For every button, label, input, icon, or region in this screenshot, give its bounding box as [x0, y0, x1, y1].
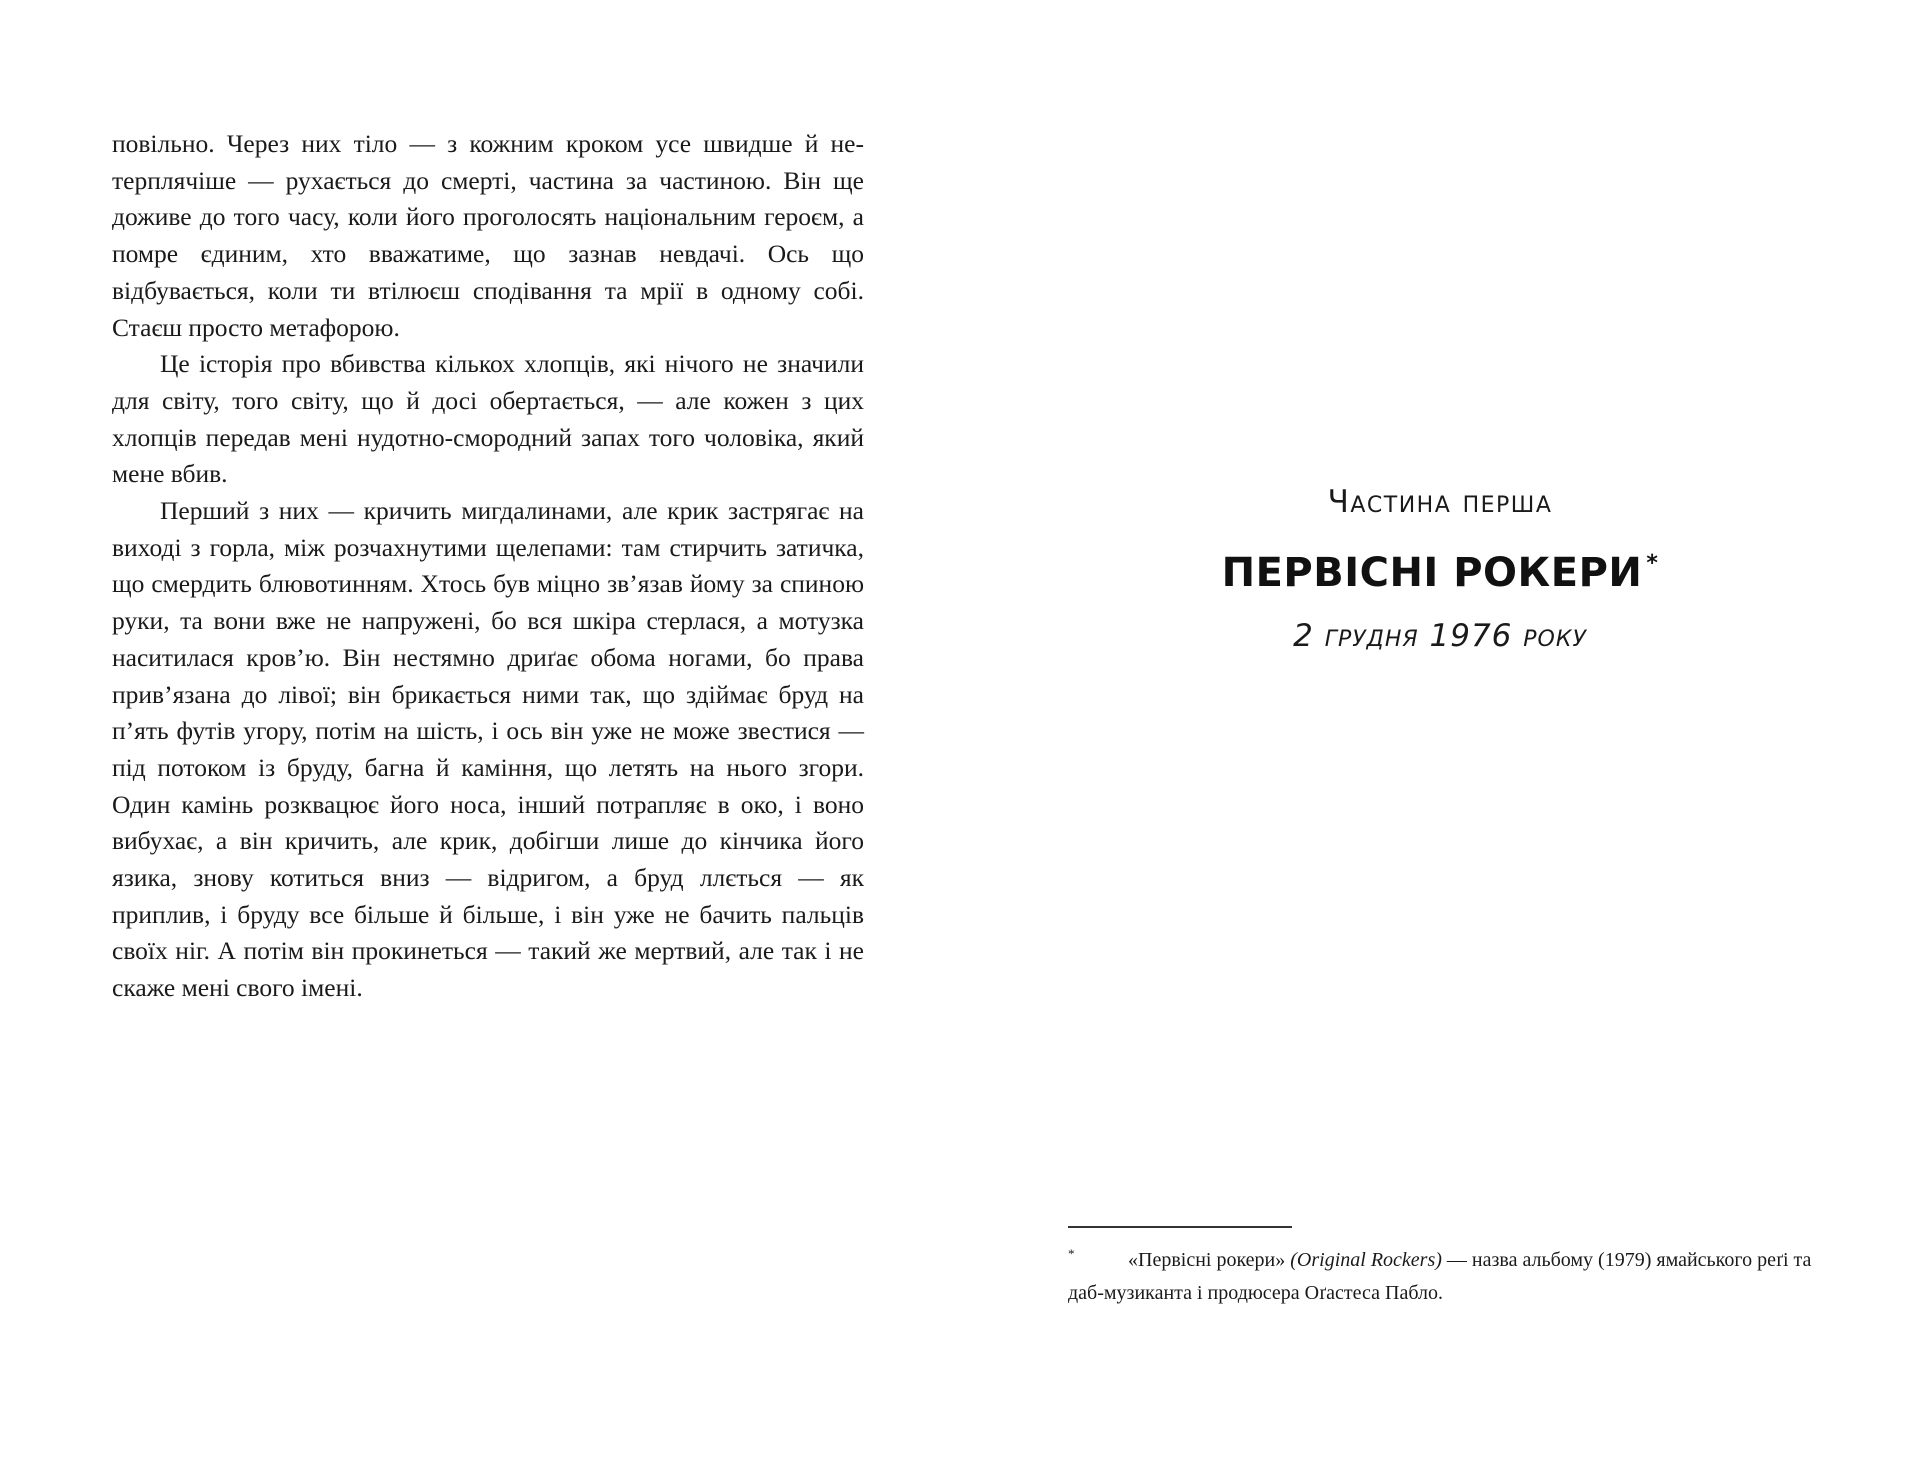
- paragraph-3: Перший з них — кричить мигдалинами, але крик застрягає на виході з горла, між розчахнутими щелепами: там стирчить затичка, що смердить блювотинням. Хтось був міцно зв’язав йому за спиною руки, та вони вже не напружені, бо вся шкіра стерлася, а мотузка наситилася кров’ю. Він нестямно дриґає обома ногами, бо права прив’язана до лівої; він брикається ними так, що здіймає бруд на п’ять футів угору, потім на шість, і ось він уже не може звестися — під потоком із бруду, багна й каміння, що летять на нього згори. Один камінь розквацює його носа, інший потрапляє в око, і воно вибухає, а він кричить, але крик, добігши лише до кінчика його язика, знову котиться вниз — відригом, а бруд ллється — як приплив, і бруду все більше й більше, і він уже не бачить пальців своїх ніг. А потім він прокинеться — такий же мертвий, але так і не скаже мені свого імені.: [112, 496, 864, 1003]
- footnote-divider: [1068, 1226, 1292, 1228]
- footnote-title-ua: «Первісні рокери»: [1128, 1249, 1286, 1271]
- footnote: [1068, 1237, 1818, 1310]
- left-page-body: [112, 126, 864, 1007]
- part-title: [1070, 550, 1810, 596]
- footnote-reference-mark: *: [1646, 551, 1659, 576]
- footnote-title-en: (Original Rockers): [1290, 1249, 1442, 1271]
- footnote-mark: *: [1068, 1246, 1075, 1261]
- footnote-text: — назва альбому (1979) ямайського реґі та даб-музиканта і продюсера Оґастеса Пабло.: [1068, 1249, 1812, 1304]
- part-label: Частина перша: [1327, 484, 1553, 520]
- paragraph-2: Це історія про вбивства кількох хлопців, які нічого не значили для світу, того світу, що й досі обертається, — але кожен з цих хлопців передав мені нудотно-смородний запах того чоловіка, який мене вбив.: [112, 349, 864, 489]
- part-title-text: ПЕРВІСНІ РОКЕРИ: [1221, 550, 1643, 596]
- paragraph-1: повільно. Через них тіло — з кожним кроком усе швидше й нетерплячіше — рухається до смерті, частина за частиною. Він ще доживе до того часу, коли його проголосять національним героєм, а помре єдиним, хто вважатиме, що зазнав невдачі. Ось що відбувається, коли ти втілюєш сподівання та мрії в одному собі. Стаєш просто метафорою.: [112, 129, 864, 342]
- part-date: 2 грудня 1976 року: [1293, 618, 1587, 654]
